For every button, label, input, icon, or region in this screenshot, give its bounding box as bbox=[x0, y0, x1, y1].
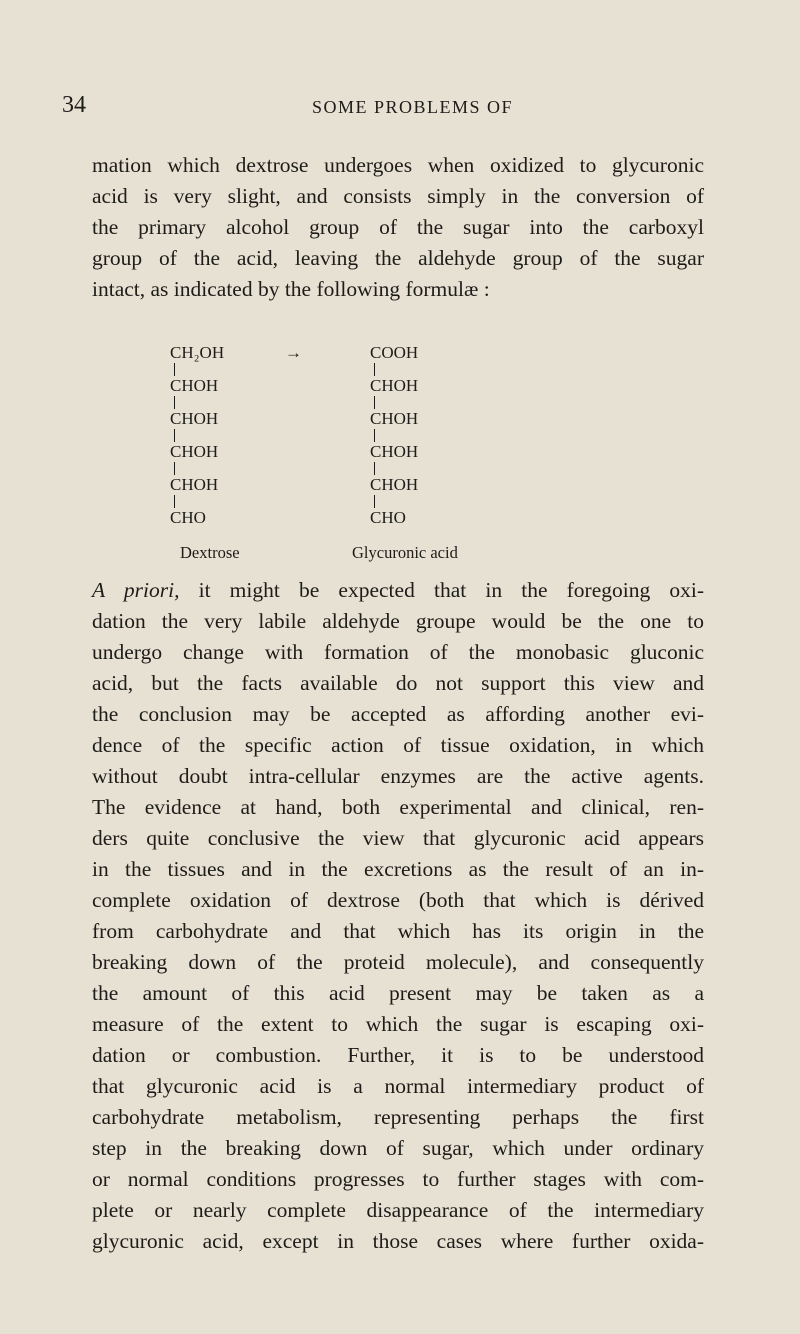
text-line: breaking down of the proteid molecule), and consequently bbox=[92, 950, 704, 974]
text-line: group of the acid, leaving the aldehyde group of the sugar bbox=[92, 246, 704, 270]
text-line: measure of the extent to which the sugar is escaping oxi- bbox=[92, 1012, 704, 1036]
chem-group: CHOH bbox=[170, 376, 370, 409]
text-line: glycuronic acid, except in those cases where further oxida- bbox=[92, 1229, 704, 1253]
chem-group: CHOH bbox=[370, 442, 570, 475]
dextrose-formula bbox=[170, 343, 370, 563]
text-line: A priori, it might be expected that in the foregoing oxi- bbox=[92, 578, 704, 602]
text-line: step in the breaking down of sugar, which under ordinary bbox=[92, 1136, 704, 1160]
chem-group: CHOH bbox=[170, 442, 370, 475]
italic-lead: A priori, bbox=[92, 578, 180, 602]
chem-group: CHO bbox=[370, 508, 406, 527]
formula-caption-glycuronic: Glycuronic acid bbox=[352, 543, 458, 562]
chem-group: CHOH bbox=[170, 475, 370, 508]
text-line: ders quite conclusive the view that glycuronic acid appears bbox=[92, 826, 704, 850]
running-head: SOME PROBLEMS OF bbox=[312, 97, 514, 117]
paragraph-intro bbox=[92, 150, 704, 305]
text-line: dation or combustion. Further, it is to be understood bbox=[92, 1043, 704, 1067]
reaction-arrow-icon: → bbox=[285, 343, 302, 362]
text-line: from carbohydrate and that which has its origin in the bbox=[92, 919, 704, 943]
text-line: dence of the specific action of tissue oxidation, in which bbox=[92, 733, 704, 757]
text-line: carbohydrate metabolism, representing perhaps the first bbox=[92, 1105, 704, 1129]
page-number: 34 bbox=[62, 92, 86, 118]
text-line: acid, but the facts available do not support this view and bbox=[92, 671, 704, 695]
text-line: complete oxidation of dextrose (both that which is dérived bbox=[92, 888, 704, 912]
text-line: acid is very slight, and consists simply in the conversion of bbox=[92, 184, 704, 208]
chem-group: CHOH bbox=[370, 409, 570, 442]
text-line: intact, as indicated by the following formulæ : bbox=[92, 277, 490, 301]
glycuronic-formula bbox=[352, 343, 570, 563]
chem-group: CH₂OH bbox=[170, 343, 370, 376]
text-line: without doubt intra-cellular enzymes are the active agents. bbox=[92, 764, 704, 788]
text-line: the conclusion may be accepted as affording another evi- bbox=[92, 702, 704, 726]
text-line: the primary alcohol group of the sugar into the carboxyl bbox=[92, 215, 704, 239]
text-line: dation the very labile aldehyde groupe would be the one to bbox=[92, 609, 704, 633]
text-line: that glycuronic acid is a normal intermediary product of bbox=[92, 1074, 704, 1098]
chem-group: CHOH bbox=[370, 376, 570, 409]
text-line: in the tissues and in the excretions as the result of an in- bbox=[92, 857, 704, 881]
paragraph-main bbox=[92, 575, 704, 1257]
text-line: plete or nearly complete disappearance of the intermediary bbox=[92, 1198, 704, 1222]
text-line: mation which dextrose undergoes when oxidized to glycuronic bbox=[92, 153, 704, 177]
text-line: The evidence at hand, both experimental and clinical, ren- bbox=[92, 795, 704, 819]
text-line: or normal conditions progresses to further stages with com- bbox=[92, 1167, 704, 1191]
chem-group: CHOH bbox=[370, 475, 570, 508]
page-header bbox=[62, 92, 742, 132]
chem-group: CHO bbox=[170, 508, 206, 527]
text-line: the amount of this acid present may be taken as a bbox=[92, 981, 704, 1005]
text-line: undergo change with formation of the monobasic gluconic bbox=[92, 640, 704, 664]
formula-caption-dextrose: Dextrose bbox=[180, 543, 240, 562]
structural-formulae bbox=[170, 343, 690, 562]
chem-group: COOH bbox=[370, 343, 570, 376]
chem-group: CHOH bbox=[170, 409, 370, 442]
